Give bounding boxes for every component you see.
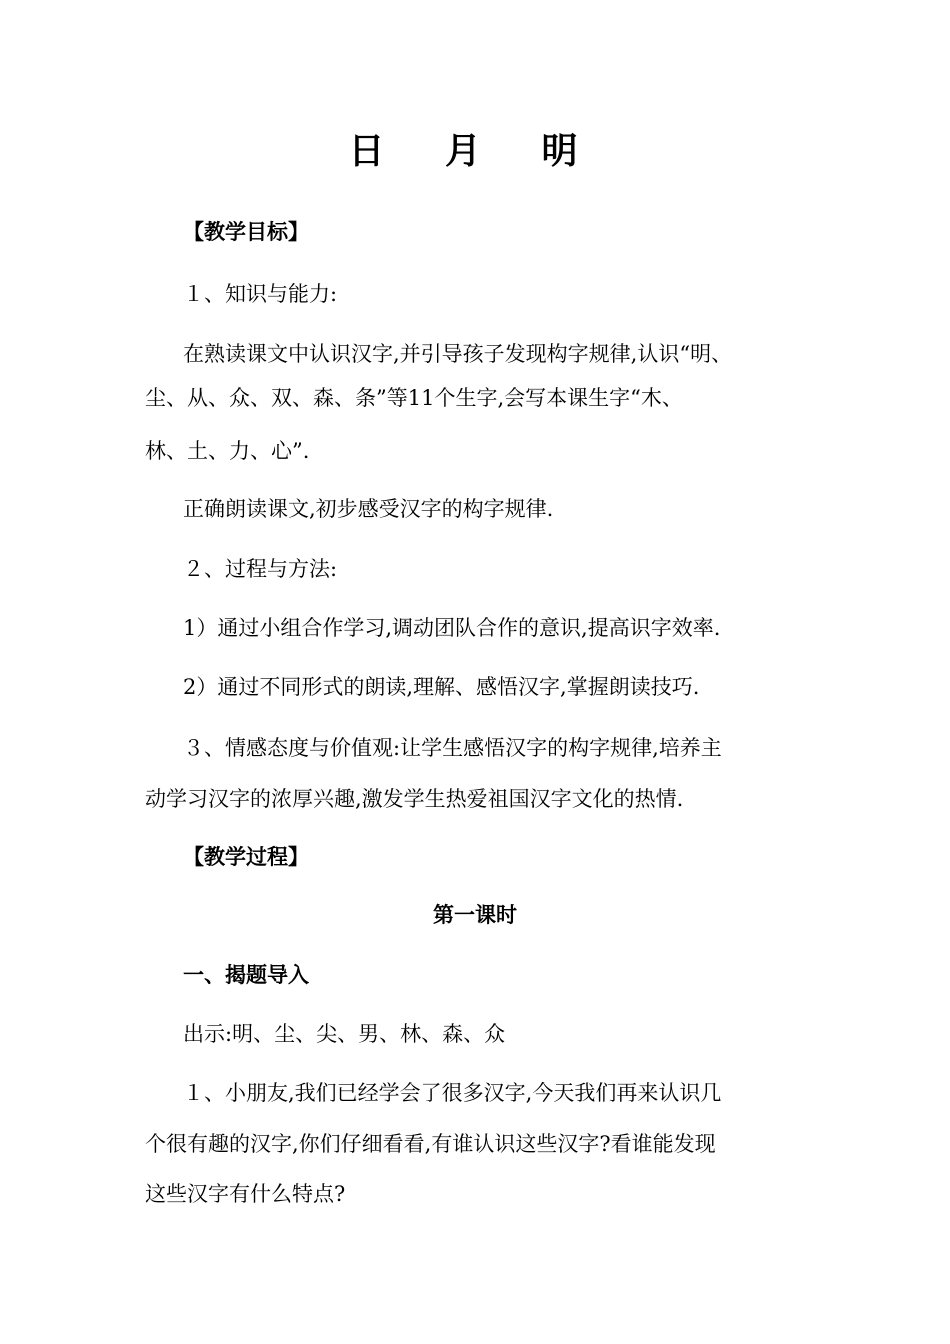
intro-line: 这些汉字有什么特点? xyxy=(145,1182,346,1206)
goal2-item: 2）通过不同形式的朗读,理解、感悟汉字,掌握朗读技巧. xyxy=(183,675,700,699)
section1-heading: 一、揭题导入 xyxy=(183,963,309,987)
goal3-line: ３、情感态度与价值观:让学生感悟汉字的构字规律,培养主 xyxy=(183,736,722,760)
intro-line: １、小朋友,我们已经学会了很多汉字,今天我们再来认识几 xyxy=(183,1081,722,1105)
lesson-heading: 第一课时 xyxy=(433,903,517,927)
goal1-paragraph-2: 正确朗读课文,初步感受汉字的构字规律. xyxy=(183,497,554,521)
goal1-paragraph-line: 尘、从、众、双、森、条”等11个生字,会写本课生字“木、 xyxy=(145,386,683,410)
goals-heading: 【教学目标】 xyxy=(183,220,309,244)
goal1-heading: １、知识与能力: xyxy=(183,282,338,306)
goal2-item: 1）通过小组合作学习,调动团队合作的意识,提高识字效率. xyxy=(183,616,721,640)
goal1-paragraph-line: 林、土、力、心”. xyxy=(145,439,310,463)
goal2-heading: ２、过程与方法: xyxy=(183,557,338,581)
goal3-line: 动学习汉字的浓厚兴趣,激发学生热爱祖国汉字文化的热情. xyxy=(145,787,684,811)
intro-line: 个很有趣的汉字,你们仔细看看,有谁认识这些汉字?看谁能发现 xyxy=(145,1132,716,1156)
goal1-paragraph-line: 在熟读课文中认识汉字,并引导孩子发现构字规律,认识“明、 xyxy=(183,342,733,366)
show-characters-line: 出示:明、尘、尖、男、林、森、众 xyxy=(183,1022,506,1046)
process-heading: 【教学过程】 xyxy=(183,845,309,869)
document-title: 日 月 明 xyxy=(348,131,602,172)
